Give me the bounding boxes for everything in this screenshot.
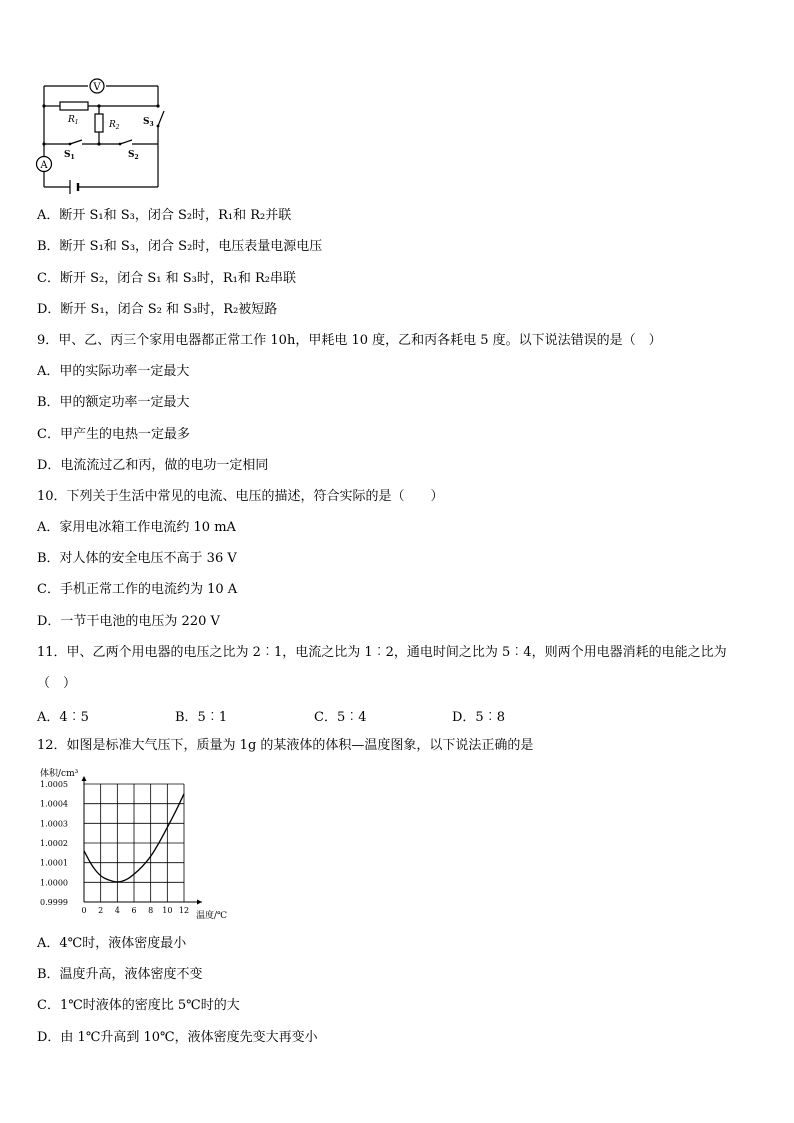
y-tick-label: 1.0004 xyxy=(40,799,68,809)
y-tick-label: 1.0005 xyxy=(40,780,68,789)
x-tick-label: 8 xyxy=(148,906,154,915)
x-tick-label: 4 xyxy=(114,906,120,915)
svg-text:V: V xyxy=(93,82,101,93)
circuit-diagram xyxy=(30,74,170,198)
q11-option-c: C．5︰4 xyxy=(314,710,367,725)
q11-option-a: A．4︰5 xyxy=(37,710,89,725)
switch-s2 xyxy=(120,140,132,144)
q9-option-c: C．甲产生的电热一定最多 xyxy=(37,427,190,442)
x-tick-label: 2 xyxy=(98,906,104,915)
r1-label: $R_1$ xyxy=(68,115,79,126)
q12-option-a: A．4℃时，液体密度最小 xyxy=(37,936,187,951)
q12-option-c: C．1℃时液体的密度比 5℃时的大 xyxy=(37,998,240,1013)
q11-stem-line1: 11．甲、乙两个用电器的电压之比为 2︰1，电流之比为 1︰2，通电时间之比为 5︰4，则两个用电器消耗的电能之比为 xyxy=(37,645,727,660)
q10-option-a: A．家用电冰箱工作电流约 10 mA xyxy=(37,520,236,535)
x-tick-label: 10 xyxy=(162,906,173,915)
voltmeter-symbol xyxy=(90,79,104,93)
q8-option-b: B．断开 S₁和 S₃，闭合 S₂时，电压表量电源电压 xyxy=(37,239,323,254)
q11-stem-line2: （ ） xyxy=(37,676,77,691)
q9-option-b: B．甲的额定功率一定最大 xyxy=(37,395,190,410)
chart-grid xyxy=(84,784,184,902)
q11-option-b: B．5︰1 xyxy=(175,710,228,725)
q10-option-b: B．对人体的安全电压不高于 36 V xyxy=(37,551,237,566)
q10-option-c: C．手机正常工作的电流约为 10 A xyxy=(37,582,238,597)
x-tick-label: 12 xyxy=(178,906,190,915)
s2-label: $S_2$ xyxy=(128,150,139,161)
ammeter-symbol xyxy=(37,157,52,172)
x-tick-label: 6 xyxy=(131,906,137,915)
q12-option-d: D．由 1℃升高到 10℃，液体密度先变大再变小 xyxy=(37,1030,318,1045)
q8-option-a: A．断开 S₁和 S₃，闭合 S₂时，R₁和 R₂并联 xyxy=(37,208,292,223)
y-axis-arrow xyxy=(82,776,87,781)
q9-option-d: D．电流流过乙和丙，做的电功一定相同 xyxy=(37,458,269,473)
y-tick-labels xyxy=(40,780,68,907)
switch-s1 xyxy=(70,140,82,144)
resistor-r2 xyxy=(95,114,103,132)
y-tick-label: 1.0000 xyxy=(40,878,68,888)
r2-label: $R_2$ xyxy=(109,120,120,131)
q12-option-b: B．温度升高，液体密度不变 xyxy=(37,967,203,982)
q8-option-c: C．断开 S₂，闭合 S₁ 和 S₃时，R₁和 R₂串联 xyxy=(37,271,296,286)
q10-option-d: D．一节干电池的电压为 220 V xyxy=(37,614,220,629)
q11-option-d: D．5︰8 xyxy=(452,710,505,725)
x-axis-arrow xyxy=(197,900,202,905)
y-tick-label: 1.0002 xyxy=(40,839,68,848)
s3-label: $S_3$ xyxy=(143,117,154,128)
svg-text:A: A xyxy=(40,160,48,171)
y-tick-label: 1.0003 xyxy=(40,819,68,829)
x-tick-label: 0 xyxy=(81,906,87,915)
x-axis-label: 温度/℃ xyxy=(196,911,228,921)
q8-option-d: D．断开 S₁，闭合 S₂ 和 S₃时，R₂被短路 xyxy=(37,302,278,317)
volume-temperature-chart xyxy=(36,766,236,926)
q12-stem: 12．如图是标准大气压下，质量为 1g 的某液体的体积—温度图象，以下说法正确的是 xyxy=(37,738,534,753)
q10-stem: 10．下列关于生活中常见的电流、电压的描述，符合实际的是（ ） xyxy=(37,489,444,504)
battery-symbol xyxy=(70,180,78,194)
y-tick-label: 1.0001 xyxy=(40,858,68,868)
y-tick-label: 0.9999 xyxy=(40,898,68,907)
x-tick-labels xyxy=(81,906,189,915)
q11-options xyxy=(37,706,757,724)
q9-stem: 9．甲、乙、丙三个家用电器都正常工作 10h，甲耗电 10 度，乙和丙各耗电 5 度。以下说法错误的是（ ） xyxy=(37,333,662,348)
switch-s3 xyxy=(158,111,164,126)
resistor-r1 xyxy=(60,102,88,110)
s1-label: $S_1$ xyxy=(64,150,75,161)
q9-option-a: A．甲的实际功率一定最大 xyxy=(37,364,190,379)
y-axis-label: 体积/cm³ xyxy=(40,769,79,779)
